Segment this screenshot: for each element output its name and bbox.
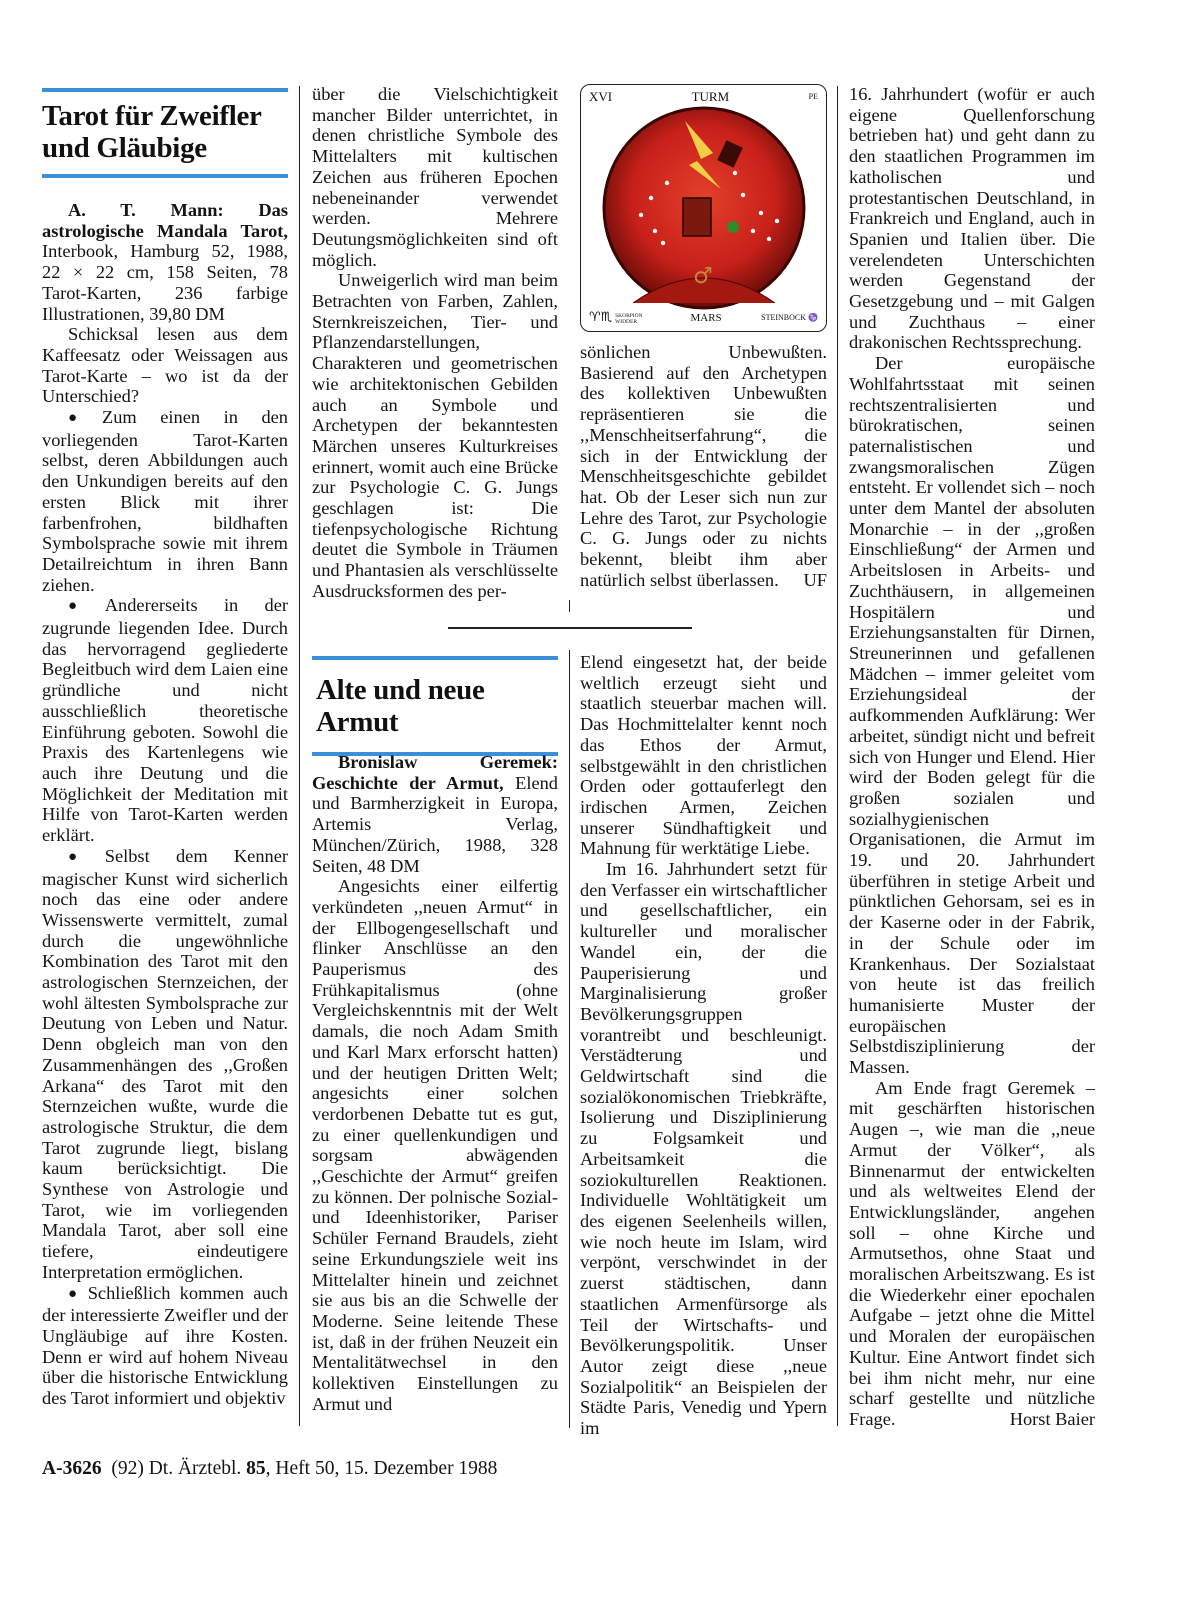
- tarot-card-name: TURM: [691, 89, 730, 104]
- article-2-start: [312, 752, 558, 1415]
- article-2-continued: [580, 652, 827, 1439]
- page-footer: [42, 1458, 497, 1480]
- column-1: [42, 84, 288, 1409]
- byline-details: Elend und Barmherzigkeit in Europa, Artemis Verlag, München/Zürich, 1988, 328 Seiten, 48 DM: [312, 772, 558, 876]
- page-code: A-3626: [42, 1458, 102, 1479]
- paragraph: über die Vielschichtigkeit mancher Bilder unterrichtet, in denen christliche Symbole des Mittelalters mit kultischen Zeichen aus früheren Epochen nebeneinander verwendet werden. Mehrere Deutungsmöglichkeiten sind oft möglich.: [312, 84, 558, 270]
- author-signature: Horst Baier: [1009, 1409, 1095, 1430]
- footer-volume: 85: [246, 1458, 266, 1479]
- paragraph: Am Ende fragt Geremek – mit geschärften historischen Augen –, wie man die ,,neue Armut der Völker“, als Binnenarmut der entwickelten und als weltweites Elend der Entwicklungsländer, angehen soll – ohne Kirche und Armutsethos, ohne Staat und moralischen Arbeitszwang. Es ist die Wiederkehr einer epochalen Aufgabe – jetzt ohne die Mittel und Moralen der europäischen Kultur. Eine Antwort findet sich bei ihm nicht mehr, nur eine scharf gestellte und nützliche Frage.: [849, 1077, 1095, 1429]
- bullet-paragraph: ● Selbst dem Kenner magischer Kunst wird sicherlich noch das eine oder andere Wissenswerte vermittelt, zumal durch die ungewöhnliche Kombination des Tarot mit den astrologischen Sternzeichen, der wohl ältesten Symbolsprache zur Deutung von Leben und Natur. Denn obgleich man von den Zusammenhängen des ,,Großen Arkana“ des Tarot mit den Sternzeichen wußte, wurde die astrologische Struktur, die dem Tarot zugrunde liegt, bislang kaum berücksichtigt. Die Synthese von Astrologie und Tarot, wie im vorliegenden Mandala Tarot, aber soll eine tiefere, eindeutigere Interpretation ermöglichen.: [42, 846, 288, 1283]
- article-2-header: [312, 656, 558, 756]
- paragraph: sönlichen Unbewußten. Basierend auf den Archetypen des kollektiven Unbewußten repräsentieren sie die ,,Menschheitserfahrung“, die sich in der Entwicklung der Menschheitsgeschichte gebildet hat. Ob der Leser sich nun zur Lehre des Tarot, zur Psychologie C. G. Jungs oder zu nichts bekennt, bleibt ihm aber natürlich selbst überlassen.: [580, 342, 827, 590]
- column-rule: [569, 600, 570, 612]
- paragraph: Unweigerlich wird man beim Betrachten von Farben, Zahlen, Sternkreiszeichen, Tier- und Pflanzendarstellungen, Charakteren und geometrischen wie architektonischen Gebilden auch an Symbole und Archetypen der bekanntesten Märchen unseres Kulturkreises erinnert, womit auch eine Brücke zur Psychologie C. G. Jungs geschlagen ist: Die tiefenpsychologische Richtung deutet die Symbole in Träumen und Phantasien als verschlüsselte Ausdrucksformen des per-: [312, 270, 558, 601]
- column-3: [580, 84, 827, 1439]
- svg-text:♂: ♂: [693, 264, 713, 289]
- tarot-card-corner: PE: [808, 92, 818, 101]
- tarot-tower-illustration: [593, 103, 815, 313]
- column-rule: [299, 86, 300, 1426]
- tarot-card-image: [580, 84, 827, 332]
- tarot-card-planet: MARS: [690, 312, 722, 325]
- paragraph: Im 16. Jahrhundert setzt für den Verfasser ein wirtschaftlicher und gesellschaftlicher, ein kultureller und moralischer Wandel ein, der die Pauperisierung und Marginalisierung großer Bevölkerungsgruppen vorantreibt und beschleunigt. Verstädterung und Geldwirtschaft sind die sozialökonomischen Triebkräfte, Isolierung und Disziplinierung zu Folgsamkeit und Arbeitsamkeit die soziokulturellen Reaktionen. Individuelle Wohltätigkeit um des eigenen Seelenheils willen, wie noch heute im Islam, wird verpönt, verschwindet in der zuerst städtischen, dann staatlichen Armenfürsorge als Teil der Wirtschafts- und Bevölkerungspolitik. Unser Autor zeigt diese ,,neue Sozialpolitik“ an Beispielen der Städte Paris, Venedig und Ypern im: [580, 859, 827, 1439]
- paragraph: Der europäische Wohlfahrtsstaat mit seinen rechtszentralisierten und bürokratischen, seinen paternalistischen und zwangsmoralischen Zügen entsteht. Er vollendet sich – noch unter dem Mantel der absoluten Monarchie – in der ,,großen Einschließung“ der Armen und Arbeitslosen in Arbeits- und Zuchthäusern, in allgemeinen Hospitälern und Erziehungsanstalten für Dirnen, Streunerinnen und gefallenen Mädchen – immer geleitet vom Erziehungsideal der aufkommenden Aufklärung: Wer arbeitet, sündigt nicht und befreit sich von Hunger und Elend. Hier wird der Boden gelegt für die großen sozialen und sozialhygienischen Organisationen, die Armut im 19. und 20. Jahrhundert überführen in stetige Arbeit und pünktlichen Gehorsam, sei es in der Kaserne oder in der Fabrik, in der Schule oder im Krankenhaus. Der Sozialstaat von heute ist das freilich humanisierte Muster der europäischen Selbstdisziplinierung der Massen.: [849, 353, 1095, 1078]
- zodiac-icon: ♈♏: [589, 310, 613, 326]
- tarot-card-left-label: SKORPION WIDDER: [615, 312, 643, 325]
- article-1-title: Tarot für Zweifler und Gläubige: [42, 100, 262, 164]
- paragraph: Elend eingesetzt hat, der beide weltlich erzeugt sieht und staatlich steuerbar machen will. Das Hochmittelalter kennt noch das Ethos der Armut, selbstgewählt in den christlichen Orden oder gottauferlegt den irdischen Armen, Zeichen unserer Sündhaftigkeit und Mahnung für werktätige Liebe.: [580, 652, 827, 859]
- byline-details: Interbook, Hamburg 52, 1988, 22 × 22 cm, 158 Seiten, 78 Tarot-Karten, 236 farbige Illustrationen, 39,80 DM: [42, 241, 288, 324]
- footer-publication: (92) Dt. Ärztebl.: [101, 1458, 247, 1479]
- paragraph: Angesichts einer eilfertig verkündeten ,,neuen Armut“ in der Ellbogengesellschaft und flinker Anschlüsse an den Pauperismus des Frühkapitalismus (ohne Vergleichskenntnis mit der Welt damals, die noch Adam Smith und Karl Marx erforscht hatten) und der heutigen Dritten Welt; angesichts einer solchen verdorbenen Debatte tut es gut, zu einer quellenkundigen und sorgsam abwägenden ,,Geschichte der Armut“ greifen zu können. Der polnische Sozial- und Ideenhistoriker, Pariser Schüler Fernand Braudels, zieht seine Erkundungsziele weit ins Mittelalter hinein und zeichnet sie aus bis an die Schwelle der Moderne. Seine leitende These ist, daß in der frühen Neuzeit ein Mentalitätwechsel in den kollektiven Einstellungen zu Armut und: [312, 876, 558, 1414]
- bullet-paragraph: ● Schließlich kommen auch der interessierte Zweifler und der Ungläubige auf ihre Kosten. Denn er wird auf hohem Niveau über die historische Entwicklung des Tarot informiert und objektiv: [42, 1283, 288, 1409]
- tarot-card-left: [589, 308, 651, 329]
- article-divider: [448, 627, 692, 629]
- article-2-byline: [312, 752, 558, 876]
- headline-rule-top: [312, 656, 558, 660]
- column-4: [849, 84, 1095, 1430]
- byline-author-title: Bronislaw Geremek: Geschichte der Armut,: [312, 752, 558, 793]
- author-signature: UF: [803, 569, 827, 590]
- article-2-title: Alte und neue Armut: [316, 674, 485, 738]
- paragraph: Schicksal lesen aus dem Kaffeesatz oder Weissagen aus Tarot-Karte – wo ist da der Unterschied?: [42, 324, 288, 407]
- headline-rule-top: [42, 88, 288, 92]
- tarot-card-right: STEINBOCK ♑: [761, 313, 818, 323]
- column-rule: [837, 86, 838, 1426]
- article-1-byline: [42, 200, 288, 324]
- column-rule: [569, 650, 570, 1428]
- byline-author-title: A. T. Mann: Das astrologische Mandala Tarot,: [42, 200, 288, 241]
- headline-rule-bottom: [42, 174, 288, 178]
- tarot-card-number: XVI: [589, 89, 613, 104]
- bullet-paragraph: ● Andererseits in der zugrunde liegenden Idee. Durch das hervorragend gegliederte Begleitbuch wird dem Laien eine gründliche und nicht ausschließlich theoretische Einführung geboten. Sowohl die Praxis des Kartenlegens wie auch ihre Deutung und die Möglichkeit der Meditation mit Hilfe von Tarot-Karten werden erklärt.: [42, 595, 288, 845]
- paragraph: 16. Jahrhundert (wofür er auch eigene Quellenforschung betrieben hat) und geht dann zu den staatlichen Programmen im katholischen und protestantischen Deutschland, in Frankreich und England, auch in Spanien und Italien über. Die verelendeten Unterschichten werden Gegenstand der Gesetzgebung und – mit Galgen und Zuchthaus – einer drakonischen Rechtssprechung.: [849, 84, 1095, 353]
- tarot-card-footer: [589, 308, 818, 329]
- bullet-paragraph: ● Zum einen in den vorliegenden Tarot-Karten selbst, deren Abbildungen auch den Unkundigen bereits auf den ersten Blick mit ihrer farbenfrohen, bildhaften Symbolsprache sowie mit ihrem Detailreichtum in ihren Bann ziehen.: [42, 407, 288, 595]
- footer-issue: , Heft 50, 15. Dezember 1988: [265, 1458, 498, 1479]
- column-2: [312, 84, 558, 1414]
